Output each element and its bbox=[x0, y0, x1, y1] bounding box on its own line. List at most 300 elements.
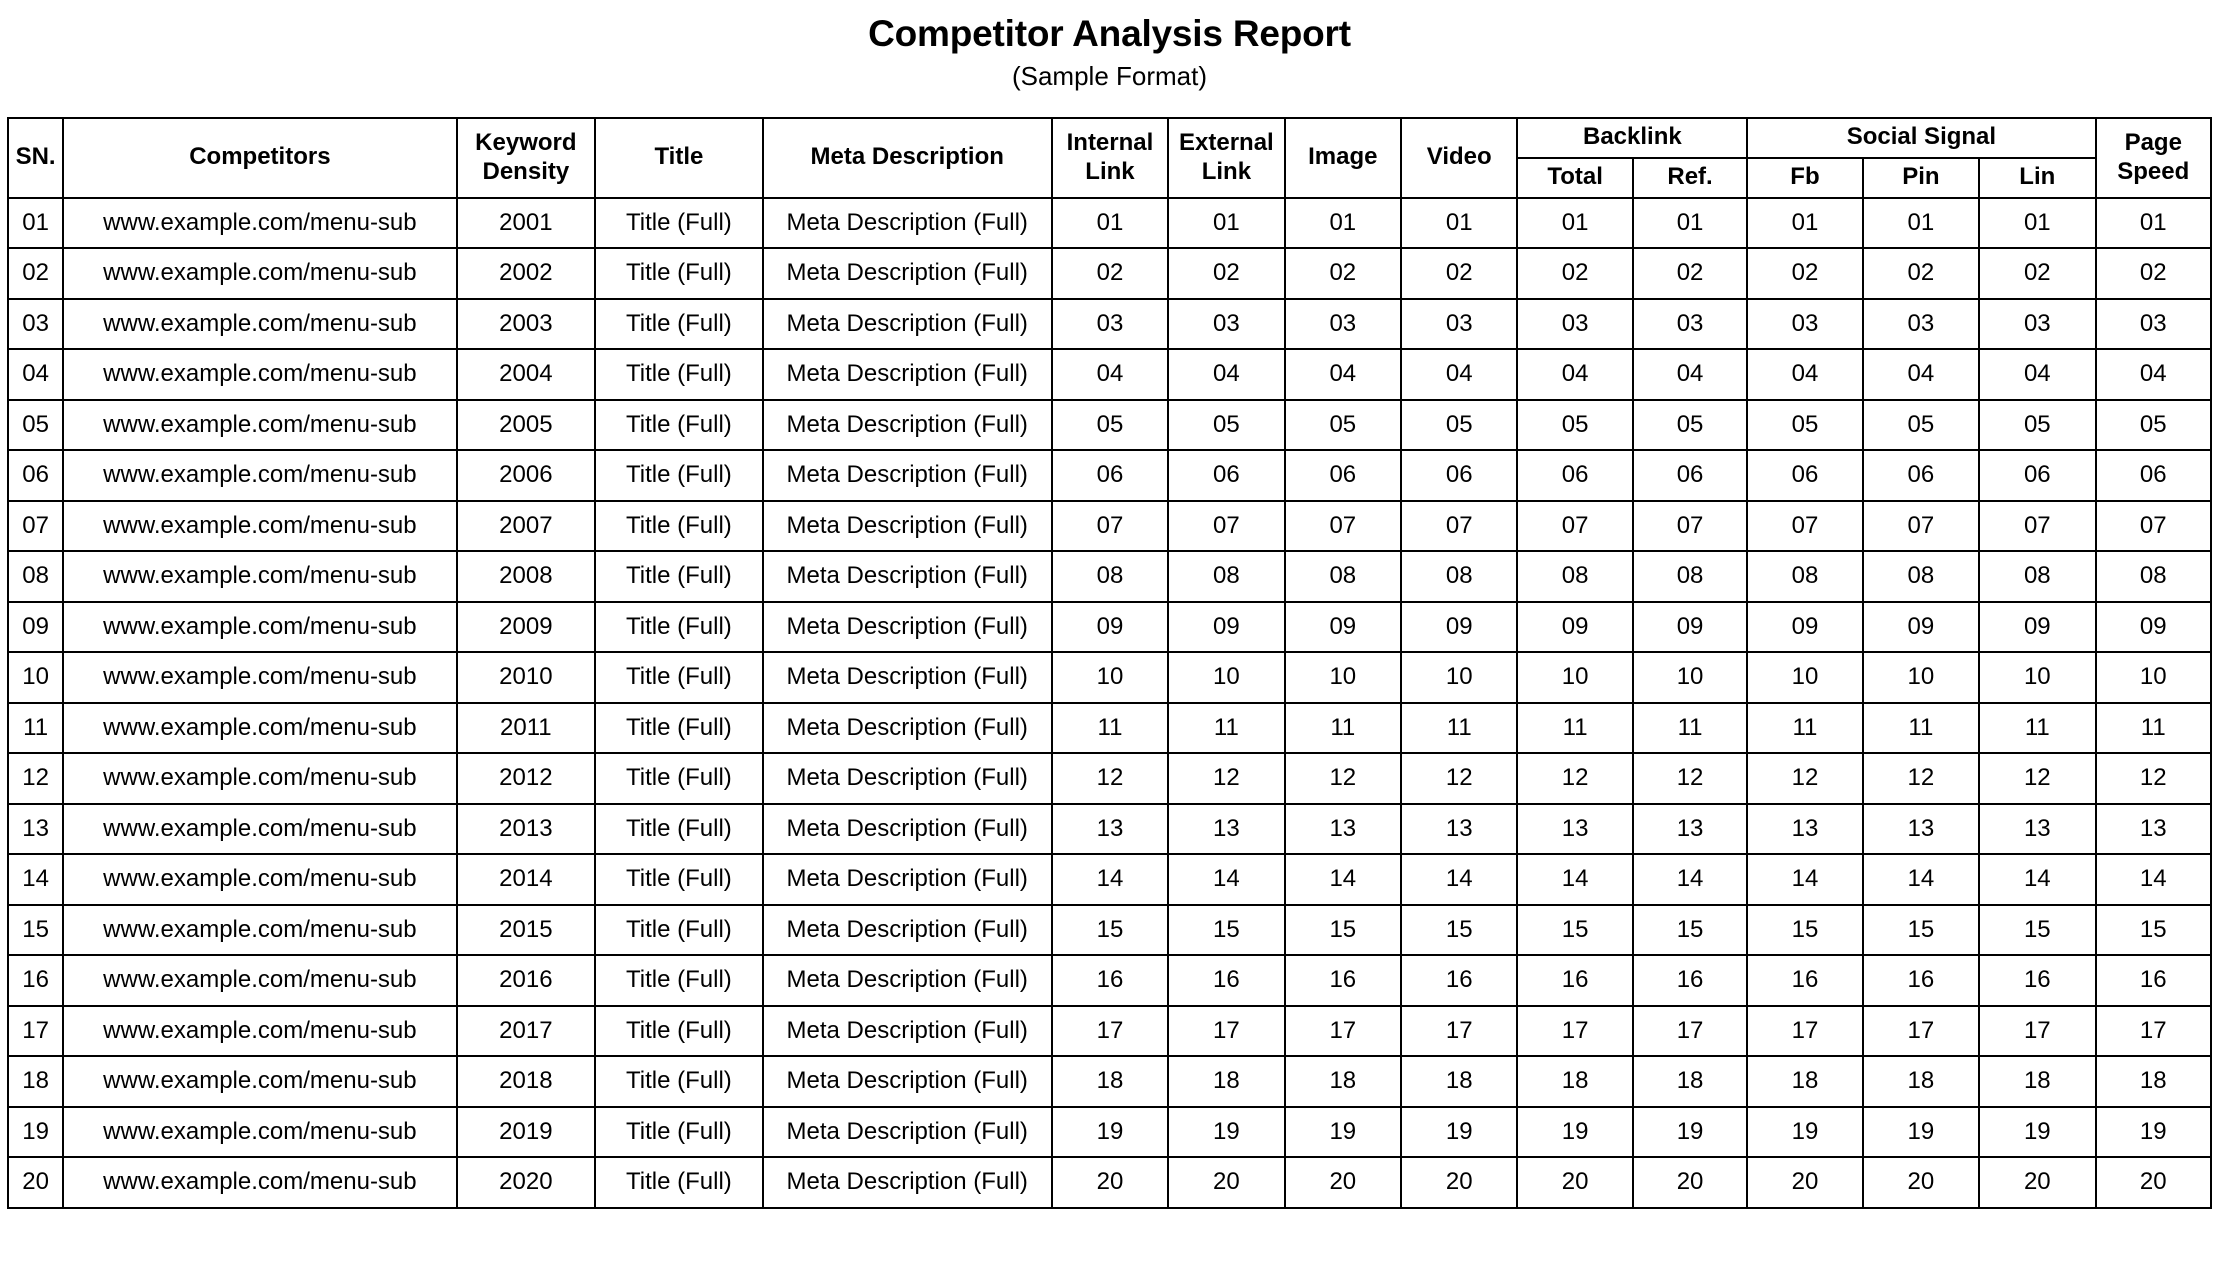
cell-image: 20 bbox=[1285, 1157, 1401, 1208]
cell-social-fb: 08 bbox=[1747, 551, 1862, 602]
cell-backlink-total: 13 bbox=[1517, 804, 1632, 855]
cell-backlink-total: 08 bbox=[1517, 551, 1632, 602]
cell-competitor: www.example.com/menu-sub bbox=[63, 299, 456, 350]
cell-social-lin: 07 bbox=[1979, 501, 2095, 552]
cell-meta-description: Meta Description (Full) bbox=[763, 1006, 1052, 1057]
cell-sn: 11 bbox=[8, 703, 63, 754]
cell-video: 18 bbox=[1401, 1056, 1517, 1107]
cell-image: 10 bbox=[1285, 652, 1401, 703]
cell-sn: 17 bbox=[8, 1006, 63, 1057]
cell-social-pin: 16 bbox=[1863, 955, 1979, 1006]
cell-competitor: www.example.com/menu-sub bbox=[63, 652, 456, 703]
cell-social-lin: 05 bbox=[1979, 400, 2095, 451]
cell-keyword-density: 2013 bbox=[457, 804, 596, 855]
cell-competitor: www.example.com/menu-sub bbox=[63, 804, 456, 855]
cell-social-pin: 13 bbox=[1863, 804, 1979, 855]
cell-backlink-total: 12 bbox=[1517, 753, 1632, 804]
cell-competitor: www.example.com/menu-sub bbox=[63, 551, 456, 602]
cell-social-pin: 03 bbox=[1863, 299, 1979, 350]
cell-image: 15 bbox=[1285, 905, 1401, 956]
cell-internal-link: 14 bbox=[1052, 854, 1168, 905]
cell-backlink-total: 09 bbox=[1517, 602, 1632, 653]
table-row bbox=[8, 551, 2211, 602]
cell-title: Title (Full) bbox=[595, 905, 763, 956]
cell-social-fb: 14 bbox=[1747, 854, 1862, 905]
cell-social-fb: 04 bbox=[1747, 349, 1862, 400]
cell-keyword-density: 2010 bbox=[457, 652, 596, 703]
cell-competitor: www.example.com/menu-sub bbox=[63, 905, 456, 956]
cell-image: 01 bbox=[1285, 198, 1401, 249]
cell-social-pin: 02 bbox=[1863, 248, 1979, 299]
cell-page-speed: 13 bbox=[2096, 804, 2211, 855]
page-subtitle: (Sample Format) bbox=[1011, 60, 1208, 91]
cell-image: 06 bbox=[1285, 450, 1401, 501]
cell-sn: 13 bbox=[8, 804, 63, 855]
cell-backlink-ref: 19 bbox=[1633, 1107, 1747, 1158]
column-header-external-link bbox=[1168, 118, 1284, 198]
cell-backlink-ref: 08 bbox=[1633, 551, 1747, 602]
internal-link-line1: Internal bbox=[1066, 129, 1154, 157]
cell-social-lin: 11 bbox=[1979, 703, 2095, 754]
cell-meta-description: Meta Description (Full) bbox=[763, 1157, 1052, 1208]
cell-image: 02 bbox=[1285, 248, 1401, 299]
cell-backlink-total: 19 bbox=[1517, 1107, 1632, 1158]
cell-internal-link: 15 bbox=[1052, 905, 1168, 956]
cell-page-speed: 16 bbox=[2096, 955, 2211, 1006]
cell-social-lin: 18 bbox=[1979, 1056, 2095, 1107]
cell-sn: 04 bbox=[8, 349, 63, 400]
cell-video: 17 bbox=[1401, 1006, 1517, 1057]
cell-social-fb: 19 bbox=[1747, 1107, 1862, 1158]
cell-video: 16 bbox=[1401, 955, 1517, 1006]
cell-meta-description: Meta Description (Full) bbox=[763, 450, 1052, 501]
cell-social-lin: 03 bbox=[1979, 299, 2095, 350]
cell-backlink-total: 07 bbox=[1517, 501, 1632, 552]
cell-sn: 08 bbox=[8, 551, 63, 602]
cell-image: 08 bbox=[1285, 551, 1401, 602]
cell-backlink-total: 11 bbox=[1517, 703, 1632, 754]
cell-internal-link: 03 bbox=[1052, 299, 1168, 350]
cell-backlink-ref: 01 bbox=[1633, 198, 1747, 249]
cell-image: 17 bbox=[1285, 1006, 1401, 1057]
cell-keyword-density: 2005 bbox=[457, 400, 596, 451]
cell-backlink-ref: 07 bbox=[1633, 501, 1747, 552]
cell-keyword-density: 2020 bbox=[457, 1157, 596, 1208]
keyword-density-line1: Keyword bbox=[475, 129, 577, 157]
cell-social-fb: 16 bbox=[1747, 955, 1862, 1006]
cell-backlink-total: 06 bbox=[1517, 450, 1632, 501]
cell-image: 16 bbox=[1285, 955, 1401, 1006]
cell-sn: 05 bbox=[8, 400, 63, 451]
table-row bbox=[8, 501, 2211, 552]
cell-backlink-total: 15 bbox=[1517, 905, 1632, 956]
cell-image: 13 bbox=[1285, 804, 1401, 855]
cell-title: Title (Full) bbox=[595, 955, 763, 1006]
cell-title: Title (Full) bbox=[595, 299, 763, 350]
cell-sn: 20 bbox=[8, 1157, 63, 1208]
cell-social-pin: 01 bbox=[1863, 198, 1979, 249]
cell-meta-description: Meta Description (Full) bbox=[763, 602, 1052, 653]
cell-sn: 15 bbox=[8, 905, 63, 956]
table-row bbox=[8, 804, 2211, 855]
cell-meta-description: Meta Description (Full) bbox=[763, 804, 1052, 855]
cell-title: Title (Full) bbox=[595, 854, 763, 905]
cell-internal-link: 07 bbox=[1052, 501, 1168, 552]
cell-meta-description: Meta Description (Full) bbox=[763, 501, 1052, 552]
cell-keyword-density: 2014 bbox=[457, 854, 596, 905]
cell-internal-link: 04 bbox=[1052, 349, 1168, 400]
cell-internal-link: 06 bbox=[1052, 450, 1168, 501]
cell-external-link: 07 bbox=[1168, 501, 1284, 552]
cell-page-speed: 18 bbox=[2096, 1056, 2211, 1107]
cell-keyword-density: 2016 bbox=[457, 955, 596, 1006]
page-title: Competitor Analysis Report bbox=[868, 13, 1351, 54]
cell-sn: 01 bbox=[8, 198, 63, 249]
cell-page-speed: 17 bbox=[2096, 1006, 2211, 1057]
cell-social-pin: 05 bbox=[1863, 400, 1979, 451]
table-row bbox=[8, 400, 2211, 451]
cell-social-lin: 10 bbox=[1979, 652, 2095, 703]
cell-sn: 19 bbox=[8, 1107, 63, 1158]
cell-backlink-ref: 03 bbox=[1633, 299, 1747, 350]
cell-social-fb: 18 bbox=[1747, 1056, 1862, 1107]
cell-social-lin: 08 bbox=[1979, 551, 2095, 602]
cell-page-speed: 07 bbox=[2096, 501, 2211, 552]
cell-social-pin: 11 bbox=[1863, 703, 1979, 754]
table-header bbox=[8, 118, 2211, 198]
cell-meta-description: Meta Description (Full) bbox=[763, 905, 1052, 956]
cell-video: 03 bbox=[1401, 299, 1517, 350]
cell-internal-link: 08 bbox=[1052, 551, 1168, 602]
title-block bbox=[0, 0, 2219, 91]
cell-sn: 16 bbox=[8, 955, 63, 1006]
cell-internal-link: 19 bbox=[1052, 1107, 1168, 1158]
column-header-keyword-density bbox=[457, 118, 596, 198]
column-group-header-backlink: Backlink bbox=[1517, 118, 1747, 158]
cell-social-pin: 10 bbox=[1863, 652, 1979, 703]
cell-social-lin: 06 bbox=[1979, 450, 2095, 501]
cell-competitor: www.example.com/menu-sub bbox=[63, 1157, 456, 1208]
cell-social-pin: 08 bbox=[1863, 551, 1979, 602]
column-header-image: Image bbox=[1285, 118, 1401, 198]
keyword-density-line2: Density bbox=[482, 157, 570, 185]
cell-page-speed: 09 bbox=[2096, 602, 2211, 653]
cell-image: 09 bbox=[1285, 602, 1401, 653]
cell-competitor: www.example.com/menu-sub bbox=[63, 1006, 456, 1057]
cell-video: 02 bbox=[1401, 248, 1517, 299]
cell-external-link: 05 bbox=[1168, 400, 1284, 451]
cell-keyword-density: 2006 bbox=[457, 450, 596, 501]
cell-sn: 03 bbox=[8, 299, 63, 350]
cell-meta-description: Meta Description (Full) bbox=[763, 198, 1052, 249]
cell-social-lin: 16 bbox=[1979, 955, 2095, 1006]
cell-image: 05 bbox=[1285, 400, 1401, 451]
cell-backlink-total: 16 bbox=[1517, 955, 1632, 1006]
cell-image: 04 bbox=[1285, 349, 1401, 400]
column-header-page-speed bbox=[2096, 118, 2211, 198]
table-row bbox=[8, 1056, 2211, 1107]
cell-internal-link: 01 bbox=[1052, 198, 1168, 249]
cell-competitor: www.example.com/menu-sub bbox=[63, 248, 456, 299]
cell-meta-description: Meta Description (Full) bbox=[763, 703, 1052, 754]
cell-backlink-ref: 04 bbox=[1633, 349, 1747, 400]
cell-keyword-density: 2019 bbox=[457, 1107, 596, 1158]
cell-social-pin: 04 bbox=[1863, 349, 1979, 400]
competitor-analysis-table bbox=[7, 117, 2212, 1209]
cell-sn: 10 bbox=[8, 652, 63, 703]
cell-video: 14 bbox=[1401, 854, 1517, 905]
column-header-internal-link bbox=[1052, 118, 1168, 198]
cell-external-link: 15 bbox=[1168, 905, 1284, 956]
cell-social-lin: 09 bbox=[1979, 602, 2095, 653]
cell-social-pin: 19 bbox=[1863, 1107, 1979, 1158]
cell-backlink-ref: 09 bbox=[1633, 602, 1747, 653]
cell-social-lin: 17 bbox=[1979, 1006, 2095, 1057]
cell-social-fb: 02 bbox=[1747, 248, 1862, 299]
cell-social-fb: 09 bbox=[1747, 602, 1862, 653]
cell-video: 06 bbox=[1401, 450, 1517, 501]
cell-page-speed: 11 bbox=[2096, 703, 2211, 754]
cell-social-lin: 13 bbox=[1979, 804, 2095, 855]
cell-social-lin: 20 bbox=[1979, 1157, 2095, 1208]
cell-meta-description: Meta Description (Full) bbox=[763, 299, 1052, 350]
cell-page-speed: 03 bbox=[2096, 299, 2211, 350]
cell-video: 07 bbox=[1401, 501, 1517, 552]
column-header-video: Video bbox=[1401, 118, 1517, 198]
cell-image: 11 bbox=[1285, 703, 1401, 754]
cell-keyword-density: 2008 bbox=[457, 551, 596, 602]
cell-sn: 06 bbox=[8, 450, 63, 501]
cell-image: 03 bbox=[1285, 299, 1401, 350]
cell-external-link: 12 bbox=[1168, 753, 1284, 804]
cell-competitor: www.example.com/menu-sub bbox=[63, 349, 456, 400]
cell-external-link: 03 bbox=[1168, 299, 1284, 350]
cell-social-pin: 20 bbox=[1863, 1157, 1979, 1208]
cell-competitor: www.example.com/menu-sub bbox=[63, 703, 456, 754]
table-row bbox=[8, 602, 2211, 653]
cell-sn: 12 bbox=[8, 753, 63, 804]
cell-social-fb: 10 bbox=[1747, 652, 1862, 703]
cell-backlink-total: 17 bbox=[1517, 1006, 1632, 1057]
cell-social-pin: 17 bbox=[1863, 1006, 1979, 1057]
cell-backlink-ref: 15 bbox=[1633, 905, 1747, 956]
cell-backlink-ref: 06 bbox=[1633, 450, 1747, 501]
table-row bbox=[8, 299, 2211, 350]
cell-page-speed: 12 bbox=[2096, 753, 2211, 804]
cell-social-fb: 01 bbox=[1747, 198, 1862, 249]
cell-external-link: 16 bbox=[1168, 955, 1284, 1006]
cell-social-fb: 15 bbox=[1747, 905, 1862, 956]
cell-backlink-ref: 12 bbox=[1633, 753, 1747, 804]
cell-image: 07 bbox=[1285, 501, 1401, 552]
cell-sn: 14 bbox=[8, 854, 63, 905]
cell-title: Title (Full) bbox=[595, 349, 763, 400]
cell-backlink-ref: 17 bbox=[1633, 1006, 1747, 1057]
cell-social-pin: 09 bbox=[1863, 602, 1979, 653]
cell-title: Title (Full) bbox=[595, 1056, 763, 1107]
cell-video: 19 bbox=[1401, 1107, 1517, 1158]
cell-external-link: 08 bbox=[1168, 551, 1284, 602]
cell-internal-link: 13 bbox=[1052, 804, 1168, 855]
column-header-backlink-total: Total bbox=[1517, 158, 1632, 198]
cell-backlink-ref: 11 bbox=[1633, 703, 1747, 754]
cell-title: Title (Full) bbox=[595, 551, 763, 602]
cell-title: Title (Full) bbox=[595, 450, 763, 501]
cell-title: Title (Full) bbox=[595, 400, 763, 451]
cell-social-fb: 05 bbox=[1747, 400, 1862, 451]
cell-page-speed: 04 bbox=[2096, 349, 2211, 400]
table-row bbox=[8, 955, 2211, 1006]
column-header-competitors: Competitors bbox=[63, 118, 456, 198]
cell-external-link: 11 bbox=[1168, 703, 1284, 754]
external-link-line2: Link bbox=[1201, 157, 1252, 185]
cell-keyword-density: 2012 bbox=[457, 753, 596, 804]
cell-social-fb: 20 bbox=[1747, 1157, 1862, 1208]
cell-backlink-ref: 02 bbox=[1633, 248, 1747, 299]
cell-video: 12 bbox=[1401, 753, 1517, 804]
table-body bbox=[8, 198, 2211, 1208]
cell-page-speed: 19 bbox=[2096, 1107, 2211, 1158]
cell-image: 14 bbox=[1285, 854, 1401, 905]
cell-external-link: 10 bbox=[1168, 652, 1284, 703]
cell-social-pin: 07 bbox=[1863, 501, 1979, 552]
cell-title: Title (Full) bbox=[595, 1157, 763, 1208]
cell-external-link: 04 bbox=[1168, 349, 1284, 400]
table-row bbox=[8, 652, 2211, 703]
cell-sn: 02 bbox=[8, 248, 63, 299]
cell-backlink-total: 05 bbox=[1517, 400, 1632, 451]
cell-page-speed: 05 bbox=[2096, 400, 2211, 451]
column-header-social-fb: Fb bbox=[1747, 158, 1862, 198]
cell-image: 18 bbox=[1285, 1056, 1401, 1107]
cell-social-lin: 19 bbox=[1979, 1107, 2095, 1158]
cell-competitor: www.example.com/menu-sub bbox=[63, 198, 456, 249]
cell-keyword-density: 2015 bbox=[457, 905, 596, 956]
cell-competitor: www.example.com/menu-sub bbox=[63, 753, 456, 804]
cell-sn: 09 bbox=[8, 602, 63, 653]
table-row bbox=[8, 854, 2211, 905]
cell-keyword-density: 2007 bbox=[457, 501, 596, 552]
column-header-meta-description: Meta Description bbox=[763, 118, 1052, 198]
cell-external-link: 14 bbox=[1168, 854, 1284, 905]
column-header-sn: SN. bbox=[8, 118, 63, 198]
cell-competitor: www.example.com/menu-sub bbox=[63, 400, 456, 451]
cell-keyword-density: 2003 bbox=[457, 299, 596, 350]
cell-title: Title (Full) bbox=[595, 602, 763, 653]
cell-page-speed: 01 bbox=[2096, 198, 2211, 249]
cell-competitor: www.example.com/menu-sub bbox=[63, 955, 456, 1006]
cell-keyword-density: 2017 bbox=[457, 1006, 596, 1057]
cell-social-fb: 17 bbox=[1747, 1006, 1862, 1057]
cell-backlink-ref: 13 bbox=[1633, 804, 1747, 855]
cell-meta-description: Meta Description (Full) bbox=[763, 248, 1052, 299]
cell-competitor: www.example.com/menu-sub bbox=[63, 1056, 456, 1107]
header-row-primary bbox=[8, 118, 2211, 158]
cell-page-speed: 14 bbox=[2096, 854, 2211, 905]
cell-external-link: 13 bbox=[1168, 804, 1284, 855]
cell-social-fb: 11 bbox=[1747, 703, 1862, 754]
column-header-social-lin: Lin bbox=[1979, 158, 2095, 198]
cell-title: Title (Full) bbox=[595, 501, 763, 552]
cell-backlink-total: 14 bbox=[1517, 854, 1632, 905]
cell-social-fb: 12 bbox=[1747, 753, 1862, 804]
table-row bbox=[8, 703, 2211, 754]
cell-competitor: www.example.com/menu-sub bbox=[63, 501, 456, 552]
cell-internal-link: 05 bbox=[1052, 400, 1168, 451]
cell-video: 20 bbox=[1401, 1157, 1517, 1208]
cell-competitor: www.example.com/menu-sub bbox=[63, 854, 456, 905]
cell-social-pin: 15 bbox=[1863, 905, 1979, 956]
cell-keyword-density: 2011 bbox=[457, 703, 596, 754]
cell-keyword-density: 2002 bbox=[457, 248, 596, 299]
cell-external-link: 01 bbox=[1168, 198, 1284, 249]
cell-sn: 18 bbox=[8, 1056, 63, 1107]
cell-meta-description: Meta Description (Full) bbox=[763, 1107, 1052, 1158]
cell-video: 08 bbox=[1401, 551, 1517, 602]
cell-backlink-ref: 14 bbox=[1633, 854, 1747, 905]
cell-meta-description: Meta Description (Full) bbox=[763, 400, 1052, 451]
cell-keyword-density: 2018 bbox=[457, 1056, 596, 1107]
cell-internal-link: 17 bbox=[1052, 1006, 1168, 1057]
cell-social-lin: 01 bbox=[1979, 198, 2095, 249]
cell-page-speed: 06 bbox=[2096, 450, 2211, 501]
cell-sn: 07 bbox=[8, 501, 63, 552]
cell-social-pin: 06 bbox=[1863, 450, 1979, 501]
cell-video: 01 bbox=[1401, 198, 1517, 249]
table-row bbox=[8, 1107, 2211, 1158]
cell-page-speed: 15 bbox=[2096, 905, 2211, 956]
cell-video: 09 bbox=[1401, 602, 1517, 653]
cell-video: 10 bbox=[1401, 652, 1517, 703]
cell-meta-description: Meta Description (Full) bbox=[763, 652, 1052, 703]
cell-external-link: 06 bbox=[1168, 450, 1284, 501]
cell-image: 12 bbox=[1285, 753, 1401, 804]
cell-social-fb: 03 bbox=[1747, 299, 1862, 350]
cell-social-fb: 06 bbox=[1747, 450, 1862, 501]
cell-external-link: 19 bbox=[1168, 1107, 1284, 1158]
cell-backlink-total: 02 bbox=[1517, 248, 1632, 299]
column-header-title: Title bbox=[595, 118, 763, 198]
table-row bbox=[8, 905, 2211, 956]
external-link-line1: External bbox=[1179, 129, 1274, 157]
cell-keyword-density: 2009 bbox=[457, 602, 596, 653]
cell-video: 15 bbox=[1401, 905, 1517, 956]
cell-image: 19 bbox=[1285, 1107, 1401, 1158]
cell-meta-description: Meta Description (Full) bbox=[763, 955, 1052, 1006]
cell-title: Title (Full) bbox=[595, 804, 763, 855]
cell-social-lin: 15 bbox=[1979, 905, 2095, 956]
column-header-social-pin: Pin bbox=[1863, 158, 1979, 198]
page-speed-line1: Page bbox=[2124, 129, 2182, 157]
column-header-backlink-ref: Ref. bbox=[1633, 158, 1747, 198]
table-container bbox=[0, 117, 2219, 1209]
cell-external-link: 09 bbox=[1168, 602, 1284, 653]
cell-video: 04 bbox=[1401, 349, 1517, 400]
cell-social-fb: 13 bbox=[1747, 804, 1862, 855]
cell-backlink-total: 20 bbox=[1517, 1157, 1632, 1208]
cell-video: 05 bbox=[1401, 400, 1517, 451]
table-row bbox=[8, 753, 2211, 804]
cell-social-lin: 02 bbox=[1979, 248, 2095, 299]
cell-external-link: 02 bbox=[1168, 248, 1284, 299]
cell-competitor: www.example.com/menu-sub bbox=[63, 602, 456, 653]
cell-title: Title (Full) bbox=[595, 753, 763, 804]
cell-page-speed: 02 bbox=[2096, 248, 2211, 299]
page-speed-line2: Speed bbox=[2117, 157, 2190, 185]
cell-backlink-total: 10 bbox=[1517, 652, 1632, 703]
cell-internal-link: 02 bbox=[1052, 248, 1168, 299]
cell-video: 13 bbox=[1401, 804, 1517, 855]
